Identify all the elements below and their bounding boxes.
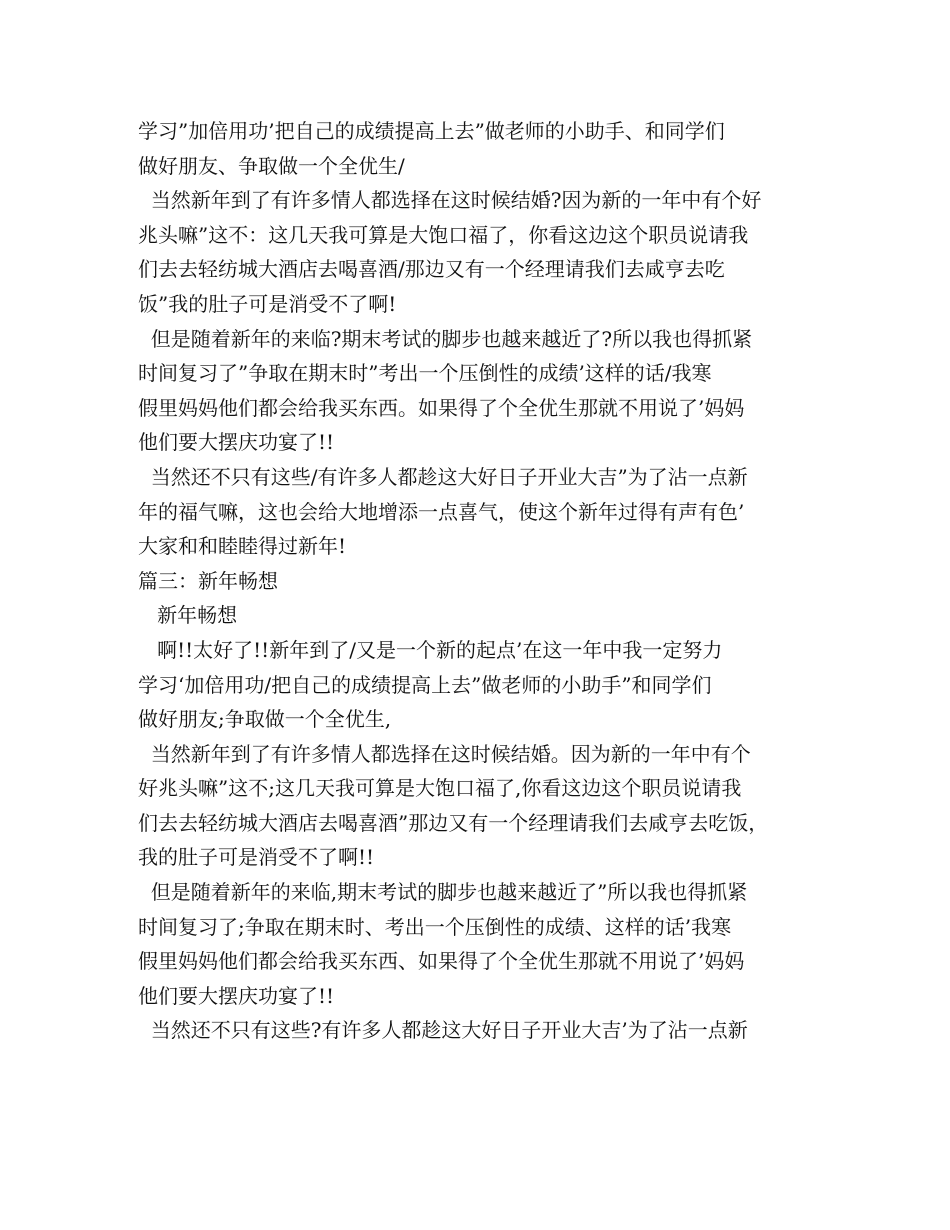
text-line: 当然还不只有这些/有许多人都趁这大好日子开业大吉”为了沾一点新 [138, 464, 748, 489]
text-line: 当然新年到了有许多情人都选择在这时候结婚?因为新的一年中有个好 [138, 188, 762, 213]
text-line: 大家和和睦睦得过新年! [138, 534, 347, 559]
text-line: 好兆头嘛”这不;这几天我可算是大饱口福了,你看这边这个职员说请我 [138, 776, 742, 801]
text-line: 当然还不只有这些?有许多人都趁这大好日子开业大吉’为了沾一点新 [138, 1018, 748, 1043]
text-line: 我的肚子可是消受不了啊!! [138, 845, 375, 870]
text-line: 啊!!太好了!!新年到了/又是一个新的起点’在这一年中我一定努力 [138, 637, 723, 662]
text-line: 时间复习了”争取在期末时”考出一个压倒性的成绩’这样的话/我寒 [138, 361, 712, 386]
text-line: 假里妈妈他们都会给我买东西。如果得了个全优生那就不用说了’妈妈 [138, 395, 745, 420]
text-line: 学习”加倍用功’把自己的成绩提高上去”做老师的小助手、和同学们 [138, 119, 725, 143]
text-line: 但是随着新年的来临,期末考试的脚步也越来越近了”所以我也得抓紧 [138, 880, 748, 905]
text-line: 们去去轻纺城大酒店去喝喜酒/那边又有一个经理请我们去咸亨去吃 [138, 257, 725, 282]
text-line: 当然新年到了有许多情人都选择在这时候结婚。因为新的一年中有个 [138, 741, 751, 766]
text-line: 假里妈妈他们都会给我买东西、如果得了个全优生那就不用说了’妈妈 [138, 949, 745, 974]
text-line: 年的福气嘛，这也会给大地增添一点喜气，使这个新年过得有声有色’ [138, 499, 745, 524]
text-line: 学习‘加倍用功/把自己的成绩提高上去”做老师的小助手”和同学们 [138, 672, 712, 697]
text-line: 他们要大摆庆功宴了!! [138, 983, 335, 1008]
text-line: 做好朋友、争取做一个全优生/ [138, 153, 405, 178]
text-line: 做好朋友;争取做一个全优生, [138, 707, 392, 732]
text-line: 们去去轻纺城大酒店去喝喜酒”那边又有一个经理请我们去咸亨去吃饭， [138, 810, 769, 835]
section-heading: 篇三：新年畅想 [138, 568, 278, 593]
text-line: 时间复习了;争取在期末时、考出一个压倒性的成绩、这样的话’我寒 [138, 914, 732, 939]
document-body [138, 114, 828, 1048]
text-line: 他们要大摆庆功宴了!! [138, 430, 335, 455]
text-line: 但是随着新年的来临?期末考试的脚步也越来越近了?所以我也得抓紧 [138, 326, 753, 351]
text-line: 饭”我的肚子可是消受不了啊! [138, 291, 397, 316]
text-line: 兆头嘛”这不：这几天我可算是大饱口福了，你看这边这个职员说请我 [138, 222, 749, 247]
essay-title: 新年畅想 [138, 603, 238, 628]
